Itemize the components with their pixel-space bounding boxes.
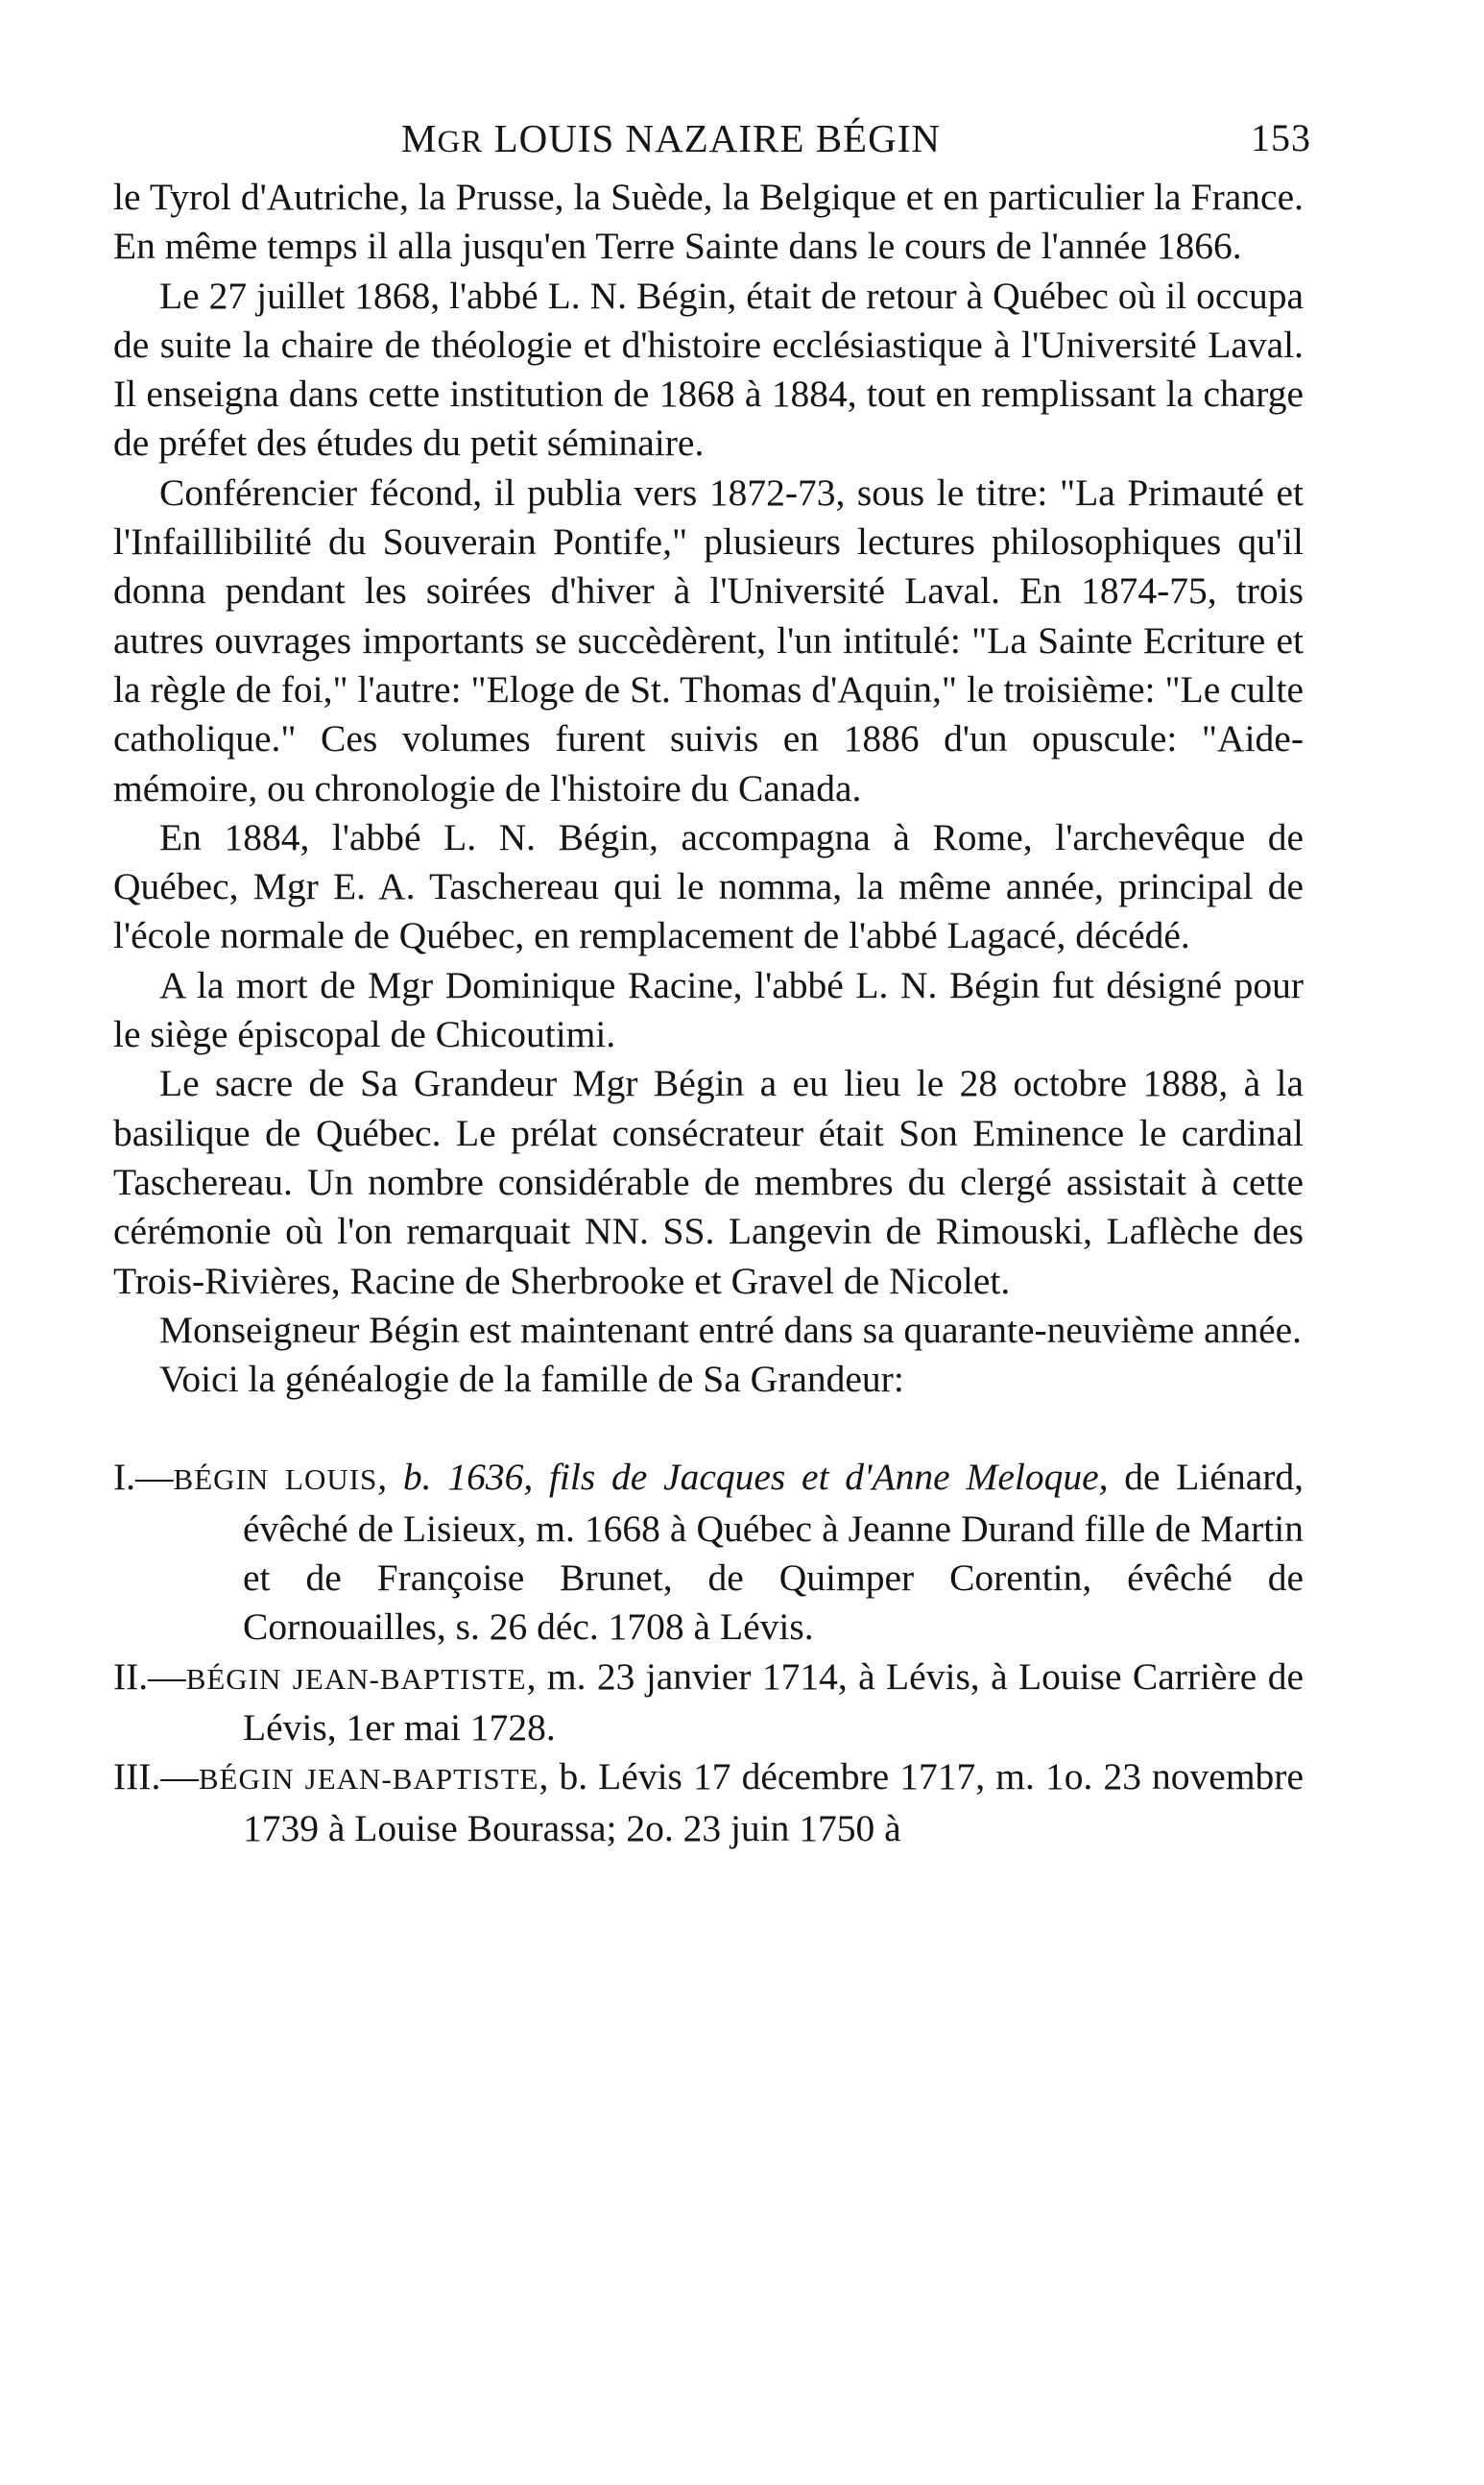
title-text: LOUIS NAZAIRE BÉGIN [493,116,941,160]
running-title [401,115,941,161]
genealogy-entry [113,1653,1304,1753]
title-prefix: M [401,116,438,160]
given-name: JEAN-BAPTISTE [292,1661,527,1696]
paragraph-publications: Conférencier fécond, il publia vers 1872-73, sous le titre: "La Primauté et l'Infaillibilité du Souverain Pontife," plusieurs lectures philosophiques qu'il donna pendant les soirées d'hiver à l'Université Laval. En 1874-75, trois autres ouvrages importants se succèdèrent, l'un intitulé: "La Sainte Ecriture et la règle de foi," l'autre: "Eloge de St. Thomas d'Aquin," le troisième: "Le culte catholique." Ces volumes furent suivis en 1886 d'un opuscule: "Aide-mémoire, ou chronologie de l'histoire du Canada. [113,470,1304,809]
given-name: LOUIS [285,1462,378,1497]
title-prefix-small-caps: GR [437,125,484,159]
surname: BÉGIN [185,1661,282,1696]
paragraph-rome-1884: En 1884, l'abbé L. N. Bégin, accompagna à Rome, l'archevêque de Québec, Mgr E. A. Taschereau qui le nomma, la même année, principal de l'école normale de Québec, en remplacement de l'abbé Lagacé, décédé. [113,815,1304,957]
running-header [113,106,1311,173]
generation-numeral: I.— [113,1456,174,1499]
genealogy-list [113,1453,1304,1852]
body-text [113,173,1304,1404]
paragraph-consecration: Le sacre de Sa Grandeur Mgr Bégin a eu lieu le 28 octobre 1888, à la basilique de Québec. Le prélat consécrateur était Son Eminence le cardinal Taschereau. Un nombre considérable de membres du clergé assistait à cette cérémonie où l'on remarquait NN. SS. Langevin de Rimouski, Laflèche des Trois-Rivières, Racine de Sherbrooke et Gravel de Nicolet. [113,1062,1304,1302]
given-name: JEAN-BAPTISTE [304,1762,539,1797]
book-page [113,106,1311,1853]
paragraph-chicoutimi: A la mort de Mgr Dominique Racine, l'abbé L. N. Bégin fut désigné pour le siège épiscopal de Chicoutimi. [113,963,1304,1056]
paragraph-return-quebec: Le 27 juillet 1868, l'abbé L. N. Bégin, était de retour à Québec où il occupa de suite la chaire de théologie et d'histoire ecclésiastique à l'Université Laval. Il enseigna dans cette institution de 1868 à 1884, tout en remplissant la charge de préfet des études du petit séminaire. [113,274,1304,465]
generation-numeral: II.— [113,1654,186,1698]
genealogy-entry [113,1453,1304,1652]
entry-details: , m. 23 janvier 1714, à Lévis, à Louise Carrière de Lévis, 1er mai 1728. [243,1654,1304,1749]
surname: BÉGIN [198,1762,295,1797]
entry-details: , b. Lévis 17 décembre 1717, m. 1o. 23 novembre 1739 à Louise Bourassa; 2o. 23 juin 1750 à [243,1755,1304,1849]
genealogy-entry [113,1752,1304,1853]
paragraph-age: Monseigneur Bégin est maintenant entré dans sa quarante-neuvième année. [159,1308,1303,1351]
generation-numeral: III.— [113,1755,199,1798]
birth-parents: , b. 1636, fils de Jacques et d'Anne Meloque, [377,1456,1109,1499]
page-number: 153 [1251,116,1311,159]
paragraph-genealogy-intro: Voici la généalogie de la famille de Sa Grandeur: [159,1358,904,1401]
entry-details: de Liénard, évêché de Lisieux, m. 1668 à Québec à Jeanne Durand fille de Martin et de Françoise Brunet, de Quimper Corentin, évêché de Cornouailles, s. 26 déc. 1708 à Lévis. [243,1456,1304,1649]
paragraph-continuation: le Tyrol d'Autriche, la Prusse, la Suède, la Belgique et en particulier la France. En même temps il alla jusqu'en Terre Sainte dans le cours de l'année 1866. [113,176,1304,268]
surname: BÉGIN [173,1462,270,1497]
